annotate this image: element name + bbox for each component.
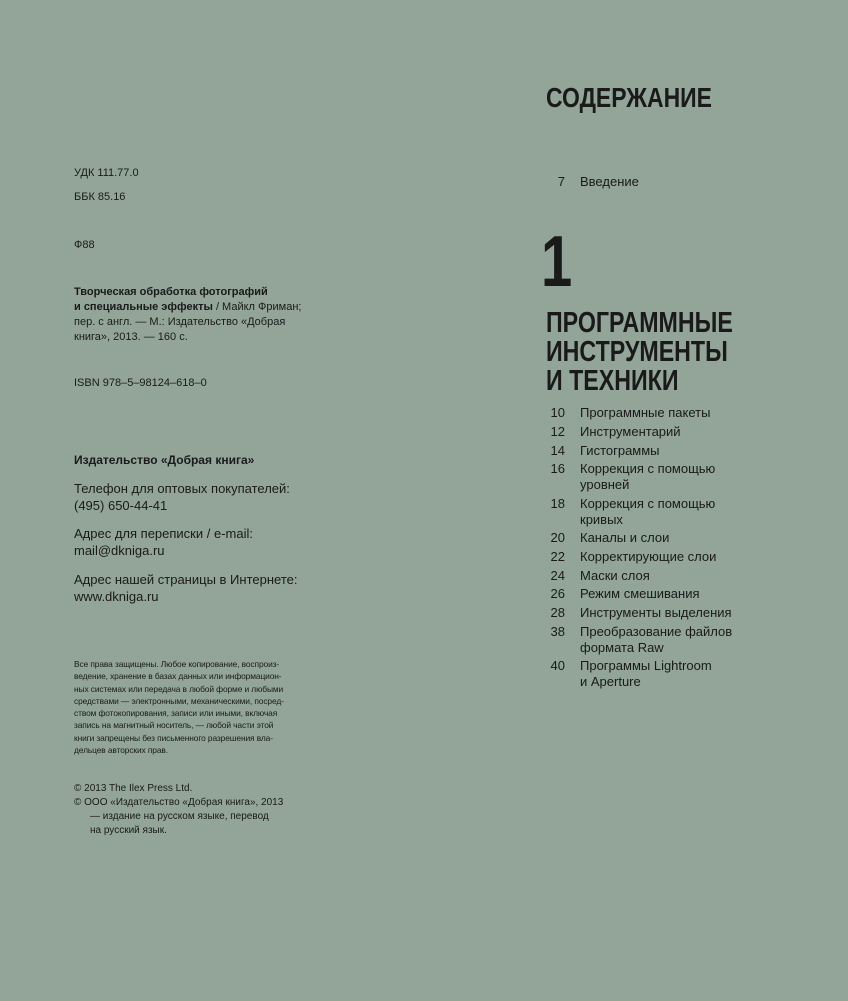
web-label: Адрес нашей страницы в Интернете: [74,572,298,587]
toc-page-number: 28 [550,605,565,620]
web-block [74,571,334,605]
book-author: / Майкл Фриман; [212,301,302,313]
toc-page-number: 18 [550,496,565,511]
bibliographic-record [74,285,314,345]
toc-entry-text: Преобразование файлов формата Raw [580,624,733,655]
toc-entry-text: Коррекция с помощью кривых [580,496,716,527]
phone-label: Телефон для оптовых покупателей: [74,481,290,496]
rights-line: запись на магнитный носитель, — любой части этой [74,720,274,731]
toc-entry-text: Коррекция с помощью уровней [580,461,716,492]
toc-page-number: 40 [550,658,565,673]
toc-page-number: 24 [550,568,565,583]
rights-line: книги запрещены без письменного разрешения вла- [74,732,273,743]
book-title-part: и специальные эффекты [74,301,213,313]
author-code: Ф88 [74,239,95,251]
copyright-block [74,782,334,838]
chapter-title-line: И ТЕХНИКИ [546,365,679,397]
toc-page-number: 16 [550,461,565,476]
toc-page-number: 14 [550,443,565,458]
toc-entry-text: Корректирующие слои [580,549,717,564]
rights-line: дельцев авторских прав. [74,745,169,756]
toc-page-number: 26 [550,586,565,601]
bbk-code: ББК 85.16 [74,191,126,203]
email-label: Адрес для переписки / e-mail: [74,526,253,541]
book-title-line-1: Творческая обработка фотографий [74,286,268,298]
isbn: ISBN 978–5–98124–618–0 [74,377,207,389]
toc-page-number: 38 [550,624,565,639]
book-title-line-2 [74,300,314,315]
copyright-line-2: © ООО «Издательство «Добрая книга», 2013 [74,797,284,808]
udk-code: УДК 111.77.0 [74,167,139,179]
rights-line: ведение, хранение в базах данных или информацион- [74,671,282,682]
publisher-name: Издательство «Добрая книга» [74,453,255,467]
toc-page-number: 22 [550,549,565,564]
web-address[interactable]: www.dkniga.ru [74,589,159,604]
toc-entry-text: Гистограммы [580,443,660,458]
email-block [74,525,334,559]
phone-number: (495) 650-44-41 [74,498,168,513]
rights-notice [74,658,300,756]
rights-line: ством фотокопирования, записи или иными, включая [74,708,278,719]
copyright-line-3: — издание на русском языке, перевод [90,811,269,822]
toc-title: СОДЕРЖАНИЕ [546,82,712,113]
rights-line: Все права защищены. Любое копирование, воспроиз- [74,659,280,669]
copyright-line-4: на русский язык. [90,825,167,836]
toc-entry-text: Маски слоя [580,568,650,583]
book-line-4: книга», 2013. — 160 с. [74,331,188,343]
toc-page-number: 7 [557,174,565,189]
toc-page-number: 12 [550,424,565,439]
toc-page-number: 10 [550,405,565,420]
toc-entry-text: Инструментарий [580,424,681,439]
toc-entry-text: Введение [580,174,639,189]
chapter-title [546,309,770,396]
book-line-3: пер. с англ. — М.: Издательство «Добрая [74,316,286,328]
toc-entry-text: Каналы и слои [580,530,670,545]
rights-line: средствами — электронными, механическими, посред- [74,695,284,706]
toc-entry-text: Режим смешивания [580,586,700,601]
rights-line: ных системах или передача в любой форме и любыми [74,683,284,694]
email-address[interactable]: mail@dkniga.ru [74,543,165,558]
chapter-number: 1 [541,222,573,302]
phone-block [74,480,334,514]
copyright-line-1: © 2013 The Ilex Press Ltd. [74,783,193,794]
toc-entry-text: Программные пакеты [580,405,711,420]
chapter-title-line: ИНСТРУМЕНТЫ [546,336,728,368]
toc-entry-text: Инструменты выделения [580,605,732,620]
chapter-title-line: ПРОГРАММНЫЕ [546,307,733,339]
toc-entry-text: Программы Lightroom и Aperture [580,658,712,689]
toc-page-number: 20 [550,530,565,545]
